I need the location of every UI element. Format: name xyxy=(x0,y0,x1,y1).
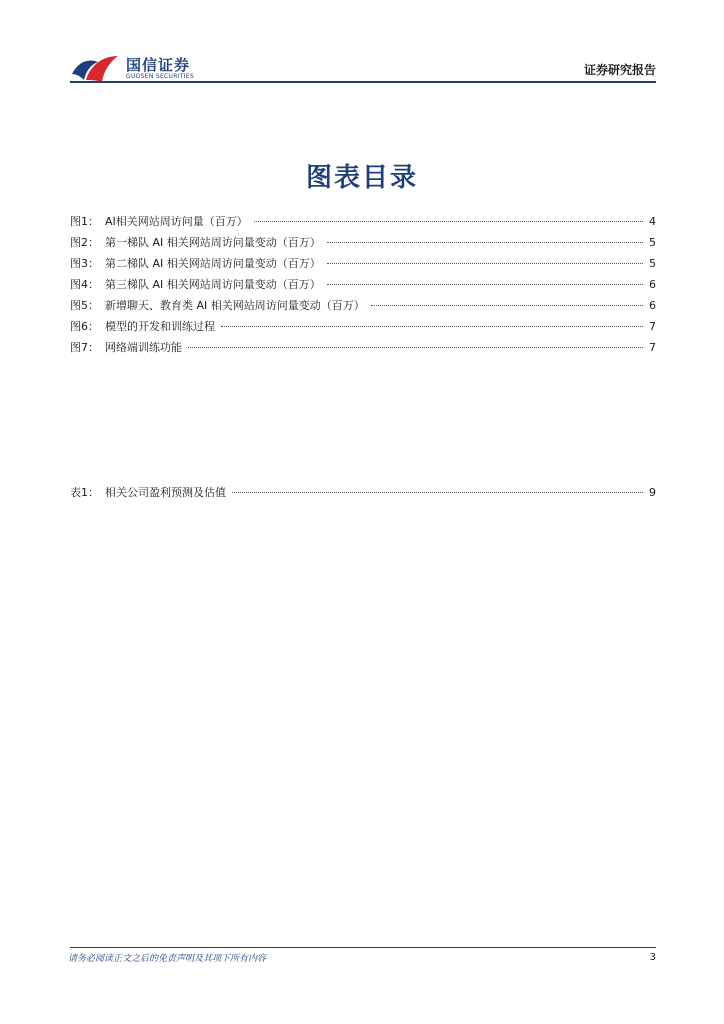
toc-entry-label: 图2： xyxy=(70,236,99,249)
toc-entry-page: 9 xyxy=(649,486,656,499)
toc-entry-title: 第一梯队 AI 相关网站周访问量变动（百万） xyxy=(105,236,321,249)
toc-dot-leader xyxy=(327,284,643,285)
toc-dot-leader xyxy=(327,263,643,264)
toc-entry-page: 7 xyxy=(649,320,656,333)
toc-entry-page: 5 xyxy=(649,257,656,270)
page-title: 图表目录 xyxy=(305,163,418,193)
toc-entry-figure-3[interactable] xyxy=(70,255,656,276)
toc-dot-leader xyxy=(254,221,643,222)
toc-entry-figure-5[interactable] xyxy=(70,297,656,318)
toc-entry-title: 模型的开发和训练过程 xyxy=(105,320,215,333)
toc-entry-figure-2[interactable] xyxy=(70,234,656,255)
logo-text-en: GUOSEN SECURITIES xyxy=(126,73,195,80)
toc-dot-leader xyxy=(232,492,643,493)
toc-entry-page: 6 xyxy=(649,278,656,291)
toc-entry-label: 图6： xyxy=(70,320,99,333)
toc-entry-title: 相关公司盈利预测及估值 xyxy=(105,486,226,499)
toc-dot-leader xyxy=(188,347,643,348)
toc-entry-page: 4 xyxy=(649,215,656,228)
logo-text-cn: 国信证券 xyxy=(126,56,191,74)
toc-entry-label: 表1： xyxy=(70,486,99,499)
toc-entry-figure-1[interactable] xyxy=(70,213,656,234)
report-type-label: 证券研究报告 xyxy=(583,63,656,77)
toc-dot-leader xyxy=(371,305,643,306)
toc-entry-page: 5 xyxy=(649,236,656,249)
toc-entry-page: 7 xyxy=(649,341,656,354)
toc-entry-figure-6[interactable] xyxy=(70,318,656,339)
footer-divider xyxy=(70,947,656,948)
page-header xyxy=(0,0,724,90)
toc-entry-title: 新增聊天、教育类 AI 相关网站周访问量变动（百万） xyxy=(105,299,365,312)
toc-entry-label: 图5： xyxy=(70,299,99,312)
figure-list xyxy=(70,213,656,360)
toc-entry-label: 图4： xyxy=(70,278,99,291)
toc-entry-figure-4[interactable] xyxy=(70,276,656,297)
toc-entry-page: 6 xyxy=(649,299,656,312)
toc-entry-figure-7[interactable] xyxy=(70,339,656,360)
table-list xyxy=(70,484,656,505)
toc-entry-table-1[interactable] xyxy=(70,484,656,505)
toc-entry-label: 图3： xyxy=(70,257,99,270)
toc-entry-label: 图7： xyxy=(70,341,99,354)
toc-entry-title: 网络端训练功能 xyxy=(105,341,182,354)
toc-entry-label: 图1： xyxy=(70,215,99,228)
toc-dot-leader xyxy=(221,326,643,327)
toc-entry-title: 第二梯队 AI 相关网站周访问量变动（百万） xyxy=(105,257,321,270)
toc-entry-title: AI相关网站周访问量（百万） xyxy=(105,215,248,228)
disclaimer-note: 请务必阅读正文之后的免责声明及其项下所有内容 xyxy=(68,954,267,964)
toc-entry-title: 第三梯队 AI 相关网站周访问量变动（百万） xyxy=(105,278,321,291)
toc-dot-leader xyxy=(327,242,643,243)
header-divider xyxy=(70,81,656,83)
page-number: 3 xyxy=(649,952,656,963)
